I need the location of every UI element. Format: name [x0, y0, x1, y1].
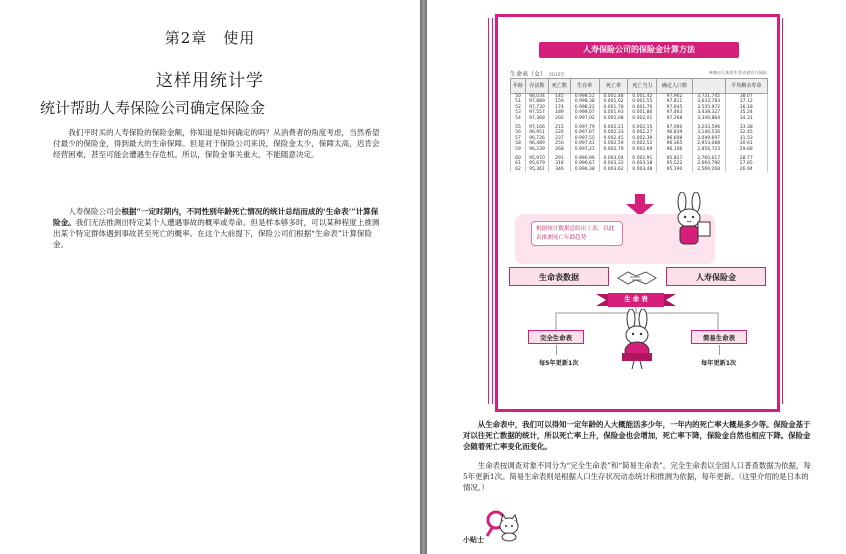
table-cell: 291 — [548, 156, 570, 161]
table-cell: 97,368 — [526, 116, 549, 121]
table-cell: 189 — [548, 110, 570, 115]
table-cell: 29.68 — [725, 147, 768, 152]
table-cell: 54 — [511, 116, 526, 121]
para-text: 我们无法推测出特定某个人遭遇事故的概率或寿命。但是样本够多时，可以某种程度上推测出某个特定群体遇到事故甚至死亡的概率。在这个大前提下，保险公司们根据“生命表”计算保险金。 — [53, 218, 380, 249]
table-cell: 58 — [511, 141, 526, 146]
table-cell: 0.002,59 — [599, 141, 628, 146]
table-cell: 3,340,864 — [692, 116, 725, 121]
table-cell: 0.001,55 — [628, 99, 657, 104]
table-cell: 0.002,79 — [599, 147, 628, 152]
table-cell: 0.003,04 — [599, 156, 628, 161]
table-cell: 97,463 — [657, 110, 693, 115]
right-page — [427, 0, 846, 554]
table-cell: 97,060 — [657, 125, 693, 130]
table-cell: 97,557 — [526, 110, 549, 115]
table-cell: 97,962 — [657, 94, 693, 100]
table-cell: 0.002,39 — [628, 136, 657, 141]
table-cell: 145 — [548, 94, 570, 100]
table-cell: 96,839 — [657, 130, 693, 135]
table-cell: 0.003,48 — [628, 167, 657, 172]
table-cell: 95,679 — [526, 161, 549, 166]
table-cell: 97,166 — [526, 125, 549, 130]
table-cell: 57 — [511, 136, 526, 141]
table-cell: 3,633,783 — [692, 99, 725, 104]
table-cell: 60 — [511, 156, 526, 161]
table-cell: 28.77 — [725, 156, 768, 161]
table-cell: 36.18 — [725, 105, 768, 110]
table-cell: 96,365 — [657, 141, 693, 146]
table-cell: 96,951 — [526, 130, 549, 135]
table-cell: 52 — [511, 105, 526, 110]
simple-life-table-box: 简易生命表 — [691, 330, 747, 344]
table-cell: 0.002,15 — [628, 125, 657, 130]
table-cell: 0.001,70 — [628, 105, 657, 110]
table-source-note: ※摘自日本厚生劳动省官方网站 — [709, 70, 767, 75]
handshake-icon — [616, 266, 658, 288]
table-cell: 95,361 — [526, 167, 549, 172]
body-paragraph: 我们平时买的人寿保险的保险金额，你知道是如何确定的吗？从消费者的角度考虑，当然希望付最少的保险金，得到最大的生命保障。但是对于保险公司来说，保险金太少，保障太高，迟肯会经营困难，甚至可能会遭遇生存危机。所以，保险金事关重大，不能随意决定。 — [53, 128, 380, 159]
table-cell: 0.001,48 — [599, 94, 628, 100]
table-cell: 27.85 — [725, 161, 768, 166]
table-header-cell: 存活数 — [526, 79, 549, 94]
table-cell: 2,664,790 — [692, 161, 725, 166]
chapter-title: 第2章 使用 — [164, 29, 256, 47]
table-header-cell: 年龄 — [511, 79, 526, 94]
update-frequency-simple: 每年更新1次 — [701, 360, 737, 367]
para-emphasis: 根据“一定时期内，不同性别年龄死亡情况的统计总结而成的‘生命表’”计算保险金。 — [53, 207, 379, 227]
table-cell: 174 — [548, 105, 570, 110]
table-cell: 226 — [548, 130, 570, 135]
connector-line — [556, 345, 557, 355]
table-cell: 0.998,22 — [570, 105, 599, 110]
table-cell: 32.45 — [725, 130, 768, 135]
table-cell: 0.997,55 — [570, 136, 599, 141]
book-spine — [420, 0, 427, 554]
table-header-cell: 生存率 — [570, 79, 599, 94]
table-body — [511, 94, 768, 173]
table-cell: 3,535,972 — [692, 105, 725, 110]
table-cell: 30.61 — [725, 141, 768, 146]
table-cell: 0.002,45 — [599, 136, 628, 141]
magnifier-cat-icon — [485, 508, 519, 542]
table-cell: 2,569,268 — [692, 167, 725, 172]
table-cell: 35.24 — [725, 110, 768, 115]
table-cell: 2,856,723 — [692, 147, 725, 152]
table-cell: 38.07 — [725, 94, 768, 100]
table-cell: 96,239 — [526, 147, 549, 152]
body-paragraph: 从生命表中，我们可以得知一定年龄的人大概能活多少年，一年内的死亡率大概是多少等。保险金基于对以往死亡数据的统计，所以死亡率上升，保险金也会增加，死亡率下降，保险金自然也相应下降。保险金会随着死亡率变化而变化。 — [463, 420, 811, 451]
table-cell: 96,608 — [657, 136, 693, 141]
table-cell: 0.002,27 — [628, 130, 657, 135]
table-cell: 0.001,42 — [628, 94, 657, 100]
sub-title: 统计帮助人寿保险公司确定保险金 — [40, 99, 266, 117]
table-cell: 0.998,52 — [570, 94, 599, 100]
table-header-cell: 死亡当力 — [628, 79, 657, 94]
infographic-header: 人寿保险公司的保险金计算方法 — [539, 42, 739, 58]
table-cell: 97,730 — [526, 105, 549, 110]
table-cell: 26.94 — [725, 167, 768, 172]
table-cell: 0.997,21 — [570, 147, 599, 152]
table-row — [511, 167, 768, 172]
table-caption-title: 生命表（女） — [510, 71, 547, 78]
table-cell: 318 — [548, 161, 570, 166]
table-caption — [510, 69, 565, 78]
table-cell: 237 — [548, 136, 570, 141]
table-cell: 0.003,62 — [599, 167, 628, 172]
table-cell: 95,522 — [657, 161, 693, 166]
table-cell: 37.12 — [725, 99, 768, 104]
table-cell: 56 — [511, 130, 526, 135]
table-cell: 215 — [548, 125, 570, 130]
section-title: 这样用统计学 — [156, 71, 264, 91]
table-cell: 97,268 — [657, 116, 693, 121]
table-cell: 0.001,62 — [599, 99, 628, 104]
infographic-box — [495, 14, 780, 412]
table-cell: 53 — [511, 110, 526, 115]
table-cell: 98,034 — [526, 94, 549, 100]
table-cell: 95,970 — [526, 156, 549, 161]
table-cell: 202 — [548, 116, 570, 121]
table-cell: 97,645 — [657, 105, 693, 110]
table-cell: 0.002,21 — [599, 125, 628, 130]
table-cell: 97,889 — [526, 99, 549, 104]
body-paragraph — [53, 206, 383, 250]
table-header-cell: 确定人口数 — [657, 79, 693, 94]
table-cell: 0.002,91 — [628, 156, 657, 161]
decorative-border — [488, 18, 493, 404]
table-cell: 268 — [548, 147, 570, 152]
table-cell: 55 — [511, 125, 526, 130]
table-header-cell: 死亡数 — [548, 79, 570, 94]
table-cell: 95,827 — [657, 156, 693, 161]
table-cell: 0.002,52 — [628, 141, 657, 146]
table-cell: 0.002,08 — [599, 116, 628, 121]
tips-label: 小贴士 — [463, 535, 484, 544]
table-cell: 0.997,67 — [570, 130, 599, 135]
table-cell: 159 — [548, 99, 570, 104]
update-frequency-complete: 每5年更新1次 — [539, 360, 579, 367]
table-cell: 96,726 — [526, 136, 549, 141]
table-cell: 0.997,41 — [570, 141, 599, 146]
table-cell: 3,243,596 — [692, 125, 725, 130]
table-cell: 95,190 — [657, 167, 693, 172]
table-cell: 0.003,33 — [599, 161, 628, 166]
table-cell: 31.53 — [725, 136, 768, 141]
ribbon-label: 生 命 表 — [624, 295, 648, 303]
table-cell: 0.996,67 — [570, 161, 599, 166]
connector-line — [719, 345, 720, 355]
table-cell: 0.001,86 — [628, 110, 657, 115]
table-cell: 96,489 — [526, 141, 549, 146]
complete-life-table-box: 完全生命表 — [528, 330, 584, 344]
table-header-cell — [692, 79, 725, 94]
table-cell: 62 — [511, 167, 526, 172]
table-cell: 3,438,327 — [692, 110, 725, 115]
table-cell: 0.997,79 — [570, 125, 599, 130]
table-cell: 0.996,96 — [570, 156, 599, 161]
table-cell: 0.002,01 — [628, 116, 657, 121]
table-cell: 97,811 — [657, 99, 693, 104]
table-cell: 51 — [511, 99, 526, 104]
table-cell: 2,760,617 — [692, 156, 725, 161]
life-insurance-bar: 人寿保险金 — [666, 267, 766, 286]
table-cell: 33.38 — [725, 125, 768, 130]
table-cell: 3,146,536 — [692, 130, 725, 135]
table-cell: 0.003,18 — [628, 161, 657, 166]
life-table — [510, 78, 768, 172]
table-cell: 0.998,38 — [570, 99, 599, 104]
body-paragraph: 生命表按调查对象不同分为“完全生命表”和“简易生命表”。完全生命表以全国人口普查数据为依据，每5年更新1次。简易生命表则是根据人口生存状况动态统计和推测为依据，每年更新。（这里介绍的是日本的情况。） — [463, 461, 811, 492]
table-cell: 50 — [511, 94, 526, 100]
table-header-cell: 死亡率 — [599, 79, 628, 94]
table-cell: 96,106 — [657, 147, 693, 152]
table-cell: 61 — [511, 161, 526, 166]
rabbit-mascot-icon — [612, 309, 662, 369]
table-cell: 2,953,088 — [692, 141, 725, 146]
table-cell: 0.997,92 — [570, 116, 599, 121]
table-cell: 0.002,69 — [628, 147, 657, 152]
table-caption-year: 2015年 — [549, 73, 565, 78]
table-cell: 0.996,38 — [570, 167, 599, 172]
table-cell: 3,731,745 — [692, 94, 725, 100]
table-cell: 3,049,697 — [692, 136, 725, 141]
table-header-cell: 平均剩余寿命 — [725, 79, 768, 94]
table-cell: 0.002,33 — [599, 130, 628, 135]
life-table-data-bar: 生命表数据 — [509, 267, 609, 286]
table-header-row — [511, 79, 768, 94]
table-cell: 0.001,78 — [599, 105, 628, 110]
rabbit-mascot-icon — [668, 192, 714, 250]
table-cell: 34.31 — [725, 116, 768, 121]
speech-bubble: 根据统计数据总结出上表，以此表推测死亡年龄趋势 — [531, 221, 623, 246]
left-page — [0, 0, 420, 554]
table-cell: 346 — [548, 167, 570, 172]
table-cell: 0.001,93 — [599, 110, 628, 115]
table-cell: 59 — [511, 147, 526, 152]
table-cell: 250 — [548, 141, 570, 146]
para-text: 人寿保险公司会 — [68, 207, 122, 216]
table-cell: 0.998,07 — [570, 110, 599, 115]
